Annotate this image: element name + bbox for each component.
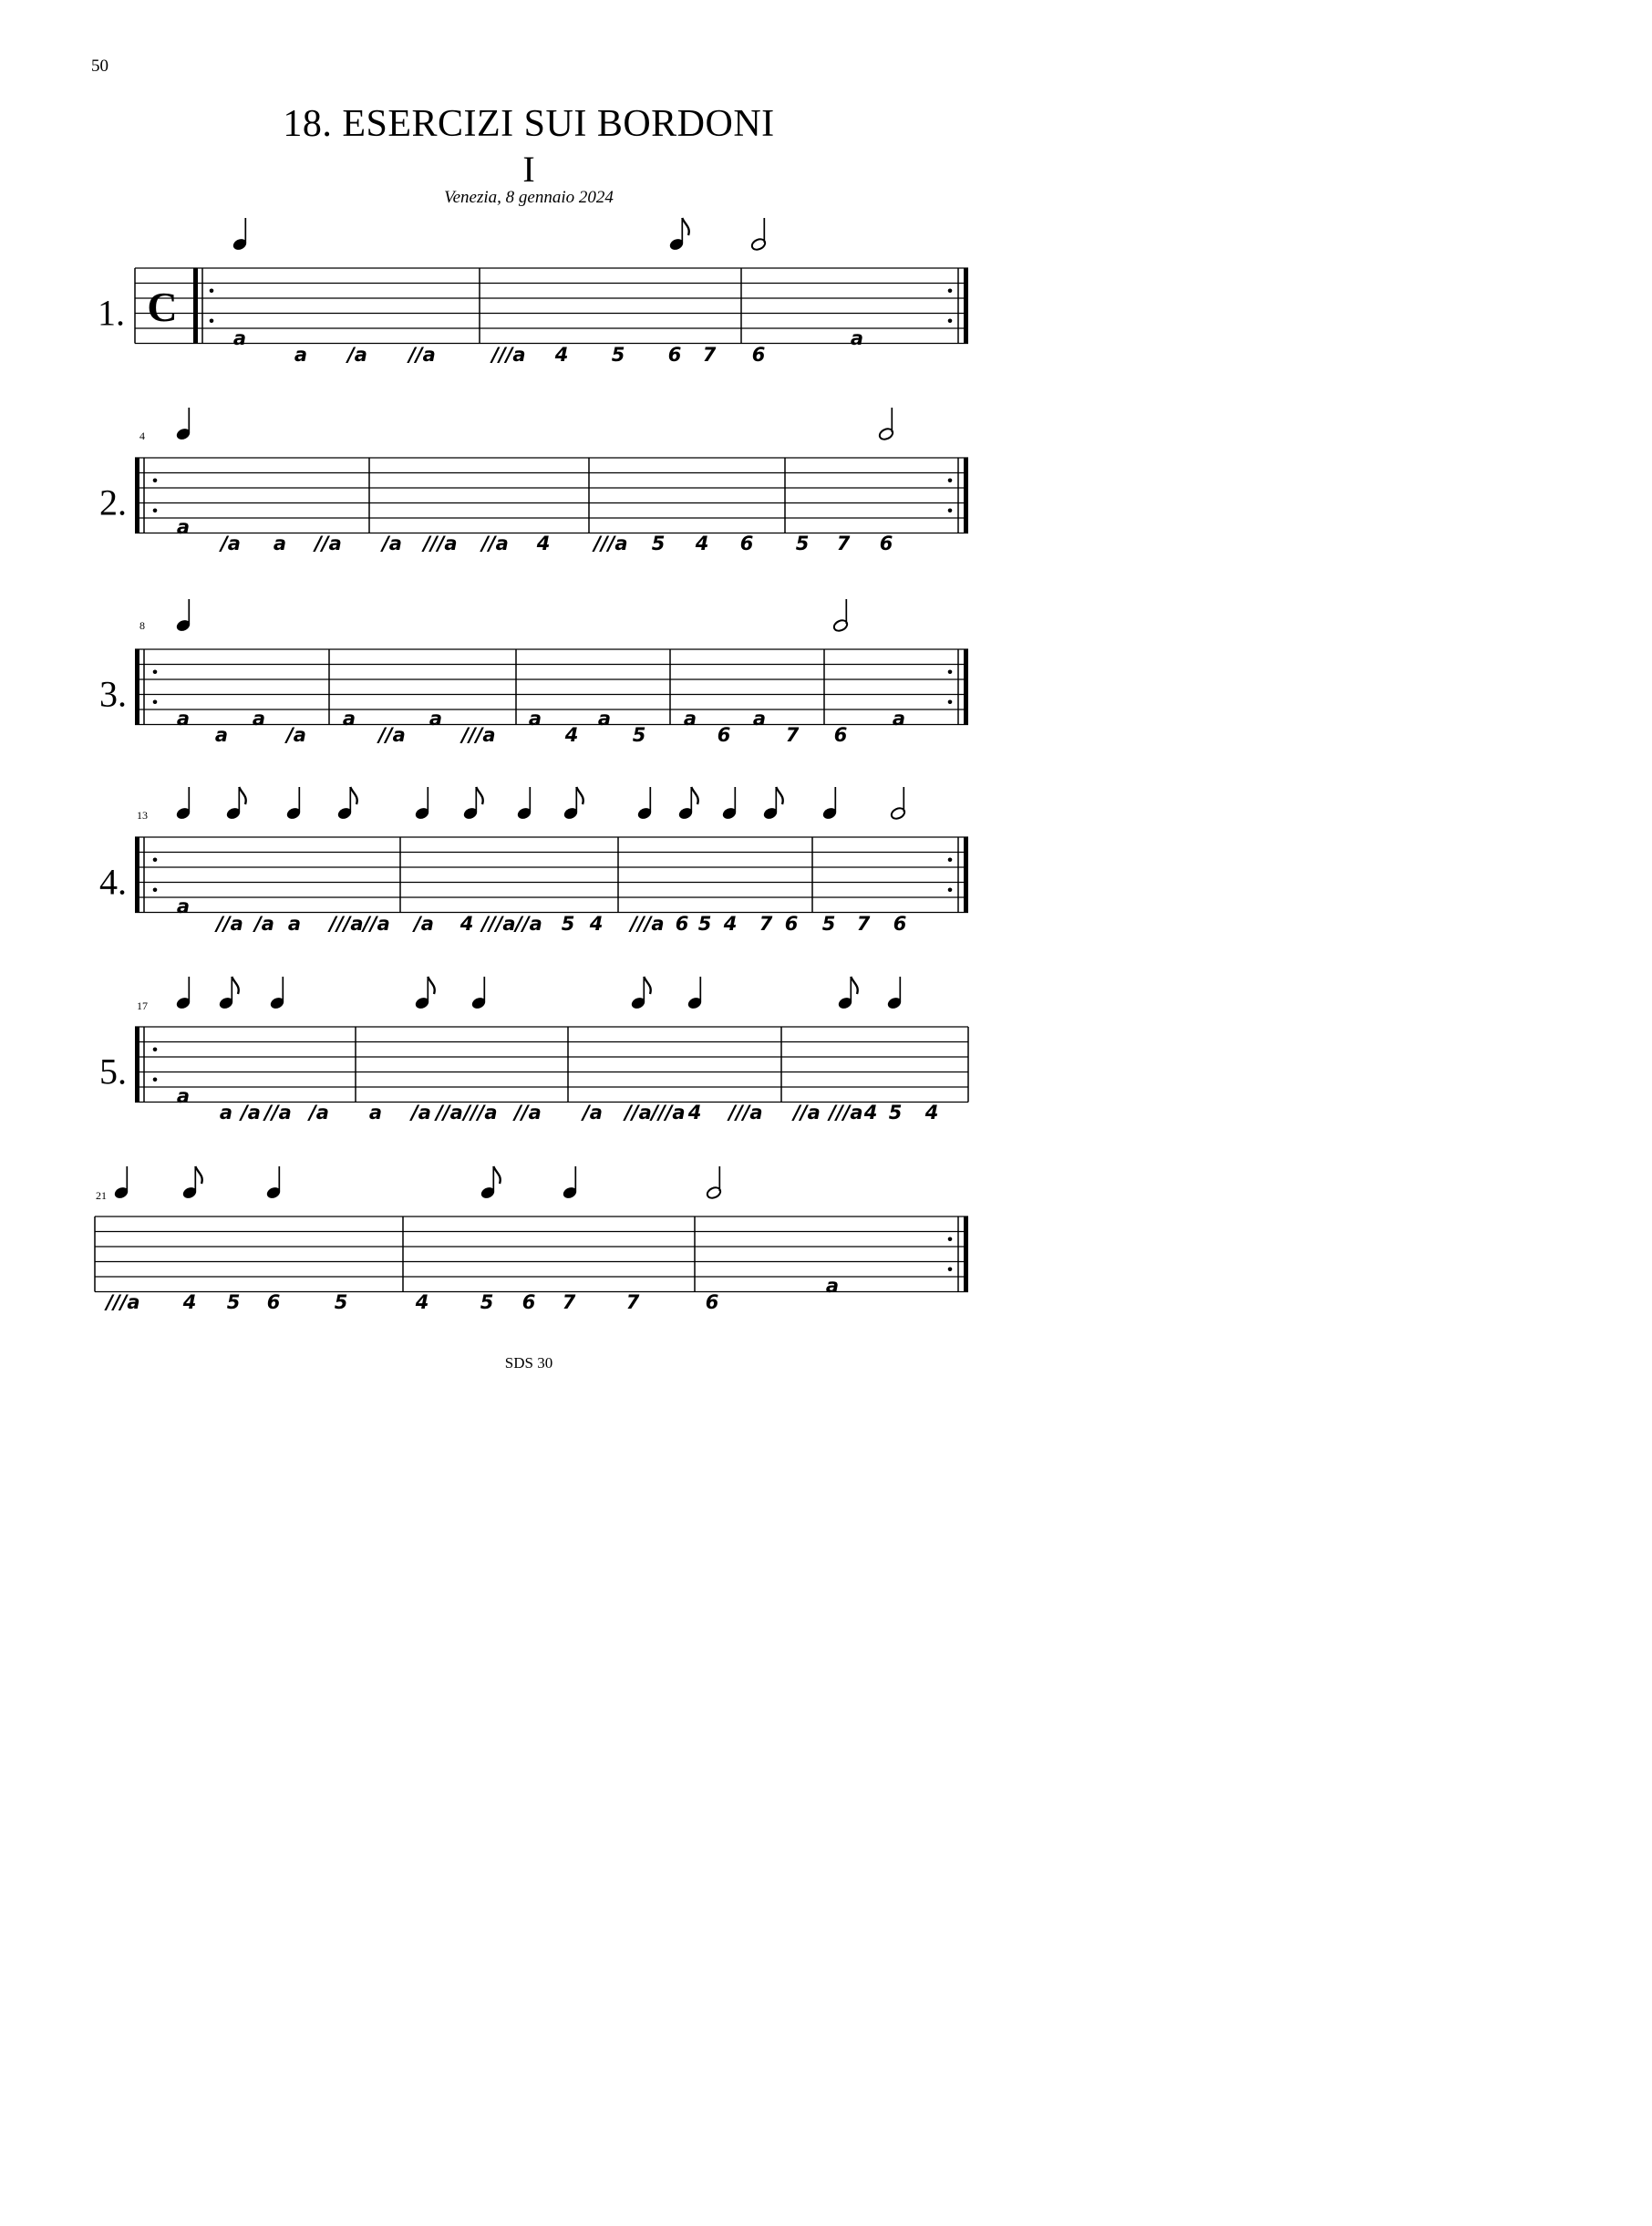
repeat-dot [948,1237,953,1241]
bourdon-figure: ///a [594,533,628,554]
bourdon-figure: /a [411,1102,431,1123]
bourdon-figure: 5 [821,913,836,935]
bourdon-figure: 4 [723,913,738,935]
bourdon-figure: ///a [461,724,496,746]
bourdon-figure: 4 [415,1291,429,1313]
bourdon-letter: a [176,896,191,917]
note-flag [576,787,583,804]
bourdon-letter: a [176,1085,191,1107]
bourdon-figure: 4 [554,344,569,366]
final-thick-barline [964,268,968,344]
bourdon-figure: //a [793,1102,821,1123]
music-score [0,0,1058,1424]
bourdon-figure: ///a [481,913,516,935]
bourdon-letter: a [176,708,191,730]
note-flag [239,787,245,804]
note-flag [691,787,697,804]
note-flag [476,787,482,804]
note-flag [776,787,782,804]
bourdon-figure: /a [583,1102,603,1123]
bourdon-figure: 5 [651,533,666,554]
bourdon-figure: ///a [651,1102,686,1123]
date-subtitle: Venezia, 8 gennaio 2024 [444,188,614,207]
bourdon-figure: 7 [785,724,800,746]
repeat-dot [948,887,953,892]
repeat-dot [153,699,158,704]
bourdon-figure: 6 [266,1291,281,1313]
bourdon-figure: //a [264,1102,292,1123]
page-number: 50 [91,57,108,76]
bourdon-figure: ///a [329,913,364,935]
bourdon-figure: 5 [611,344,625,366]
thick-barline [193,268,198,344]
bar-number: 17 [137,999,148,1012]
bourdon-figure: 4 [182,1291,197,1313]
bar-number: 21 [96,1189,107,1202]
note-flag [428,977,434,994]
repeat-dot [948,1267,953,1271]
bourdon-letter: a [342,708,356,730]
bourdon-figure: 6 [705,1291,719,1313]
repeat-dot [948,318,953,323]
bourdon-figure: 4 [863,1102,878,1123]
system-2 [99,408,968,554]
final-thick-barline [964,458,968,533]
bourdon-figure: 5 [697,913,712,935]
bourdon-figure: 5 [632,724,646,746]
bourdon-figure: 4 [695,533,709,554]
repeat-dot [948,508,953,512]
bourdon-figure: 7 [562,1291,576,1313]
bourdon-figure: //a [216,913,243,935]
bourdon-figure: ///a [728,1102,763,1123]
system-6 [95,1166,968,1313]
part-numeral: I [522,149,535,190]
bourdon-figure: a [214,724,229,746]
bourdon-figure: 6 [717,724,731,746]
time-signature-common: C [147,283,178,330]
bourdon-letter: a [252,708,266,730]
bourdon-figure: 7 [856,913,871,935]
repeat-dot [210,288,214,293]
bourdon-letter: a [528,708,542,730]
bourdon-figure: 7 [759,913,773,935]
bourdon-figure: 5 [561,913,575,935]
bourdon-figure: 7 [702,344,717,366]
bourdon-figure: //a [481,533,509,554]
repeat-dot [948,288,953,293]
bourdon-figure: 5 [480,1291,494,1313]
bourdon-figure: /a [347,344,367,366]
bourdon-figure: 5 [795,533,810,554]
bourdon-figure: /a [309,1102,329,1123]
bourdon-figure: //a [315,533,342,554]
final-thick-barline [964,837,968,913]
bar-number: 13 [137,809,148,822]
system-5 [99,977,968,1123]
note-flag [851,977,857,994]
final-thick-barline [964,1217,968,1292]
bourdon-figure: a [368,1102,383,1123]
final-thick-barline [964,649,968,725]
thick-barline [135,458,139,533]
bourdon-figure: 4 [924,1102,939,1123]
bourdon-figure: 6 [521,1291,536,1313]
bourdon-figure: 4 [564,724,579,746]
bar-number: 4 [139,430,145,442]
bourdon-figure: 4 [536,533,551,554]
bourdon-figure: 7 [625,1291,640,1313]
bourdon-figure: 6 [879,533,893,554]
repeat-dot [153,478,158,482]
bar-number: 8 [139,619,145,632]
system-1 [98,218,968,366]
bourdon-figure: 6 [833,724,848,746]
repeat-dot [153,508,158,512]
bourdon-figure: //a [436,1102,463,1123]
repeat-dot [153,1077,158,1082]
note-flag [195,1166,201,1184]
bourdon-figure: /a [221,533,241,554]
bourdon-letter: a [892,708,906,730]
thick-barline [135,649,139,725]
page-title: 18. ESERCIZI SUI BORDONI [283,103,775,145]
repeat-dot [153,857,158,862]
repeat-dot [948,669,953,674]
bourdon-figure: 5 [334,1291,348,1313]
bourdon-figure: 6 [667,344,682,366]
bourdon-figure: a [294,344,308,366]
bourdon-figure: //a [363,913,390,935]
repeat-dot [948,857,953,862]
bourdon-letter: a [232,327,247,349]
bourdon-figure: a [287,913,302,935]
note-flag [682,218,688,235]
bourdon-letter: a [597,708,612,730]
bourdon-figure: //a [625,1102,652,1123]
repeat-dot [948,478,953,482]
bourdon-letter: a [428,708,443,730]
bourdon-figure: /a [241,1102,261,1123]
bourdon-letter: a [825,1275,840,1297]
bourdon-figure: 6 [751,344,766,366]
bourdon-figure: 4 [687,1102,702,1123]
bourdon-figure: ///a [463,1102,498,1123]
bourdon-figure: ///a [829,1102,863,1123]
system-label: 2. [99,481,127,523]
note-flag [644,977,650,994]
bourdon-letter: a [176,516,191,538]
bourdon-letter: a [752,708,767,730]
bourdon-figure: a [219,1102,233,1123]
note-flag [493,1166,500,1184]
bourdon-figure: //a [378,724,406,746]
bourdon-figure: 5 [888,1102,903,1123]
system-4 [99,787,968,935]
bourdon-figure: ///a [630,913,665,935]
bourdon-figure: 6 [893,913,907,935]
repeat-dot [153,887,158,892]
repeat-dot [153,1047,158,1051]
bourdon-figure: //a [408,344,436,366]
bourdon-figure: 7 [836,533,851,554]
note-flag [232,977,238,994]
bourdon-figure: ///a [106,1291,140,1313]
bourdon-letter: a [683,708,697,730]
thick-barline [135,837,139,913]
bourdon-figure: 4 [589,913,604,935]
bourdon-figure: //a [514,1102,542,1123]
system-label: 3. [99,673,127,715]
system-label: 4. [99,861,127,903]
bourdon-figure: /a [286,724,306,746]
note-flag [350,787,356,804]
system-label: 5. [99,1051,127,1092]
bourdon-figure: a [273,533,287,554]
repeat-dot [948,699,953,704]
system-label: 1. [98,292,125,334]
thick-barline [135,1027,139,1103]
footer-code: SDS 30 [504,1354,553,1372]
bourdon-figure: 5 [226,1291,241,1313]
repeat-dot [153,669,158,674]
bourdon-figure: //a [515,913,542,935]
bourdon-figure: 6 [784,913,799,935]
bourdon-figure: /a [414,913,434,935]
bourdon-figure: 6 [675,913,689,935]
bourdon-figure: ///a [423,533,458,554]
bourdon-letter: a [850,327,864,349]
repeat-dot [210,318,214,323]
system-3 [99,599,968,746]
bourdon-figure: ///a [491,344,526,366]
bourdon-figure: /a [254,913,274,935]
bourdon-figure: 6 [739,533,754,554]
bourdon-figure: 4 [459,913,474,935]
bourdon-figure: /a [382,533,402,554]
